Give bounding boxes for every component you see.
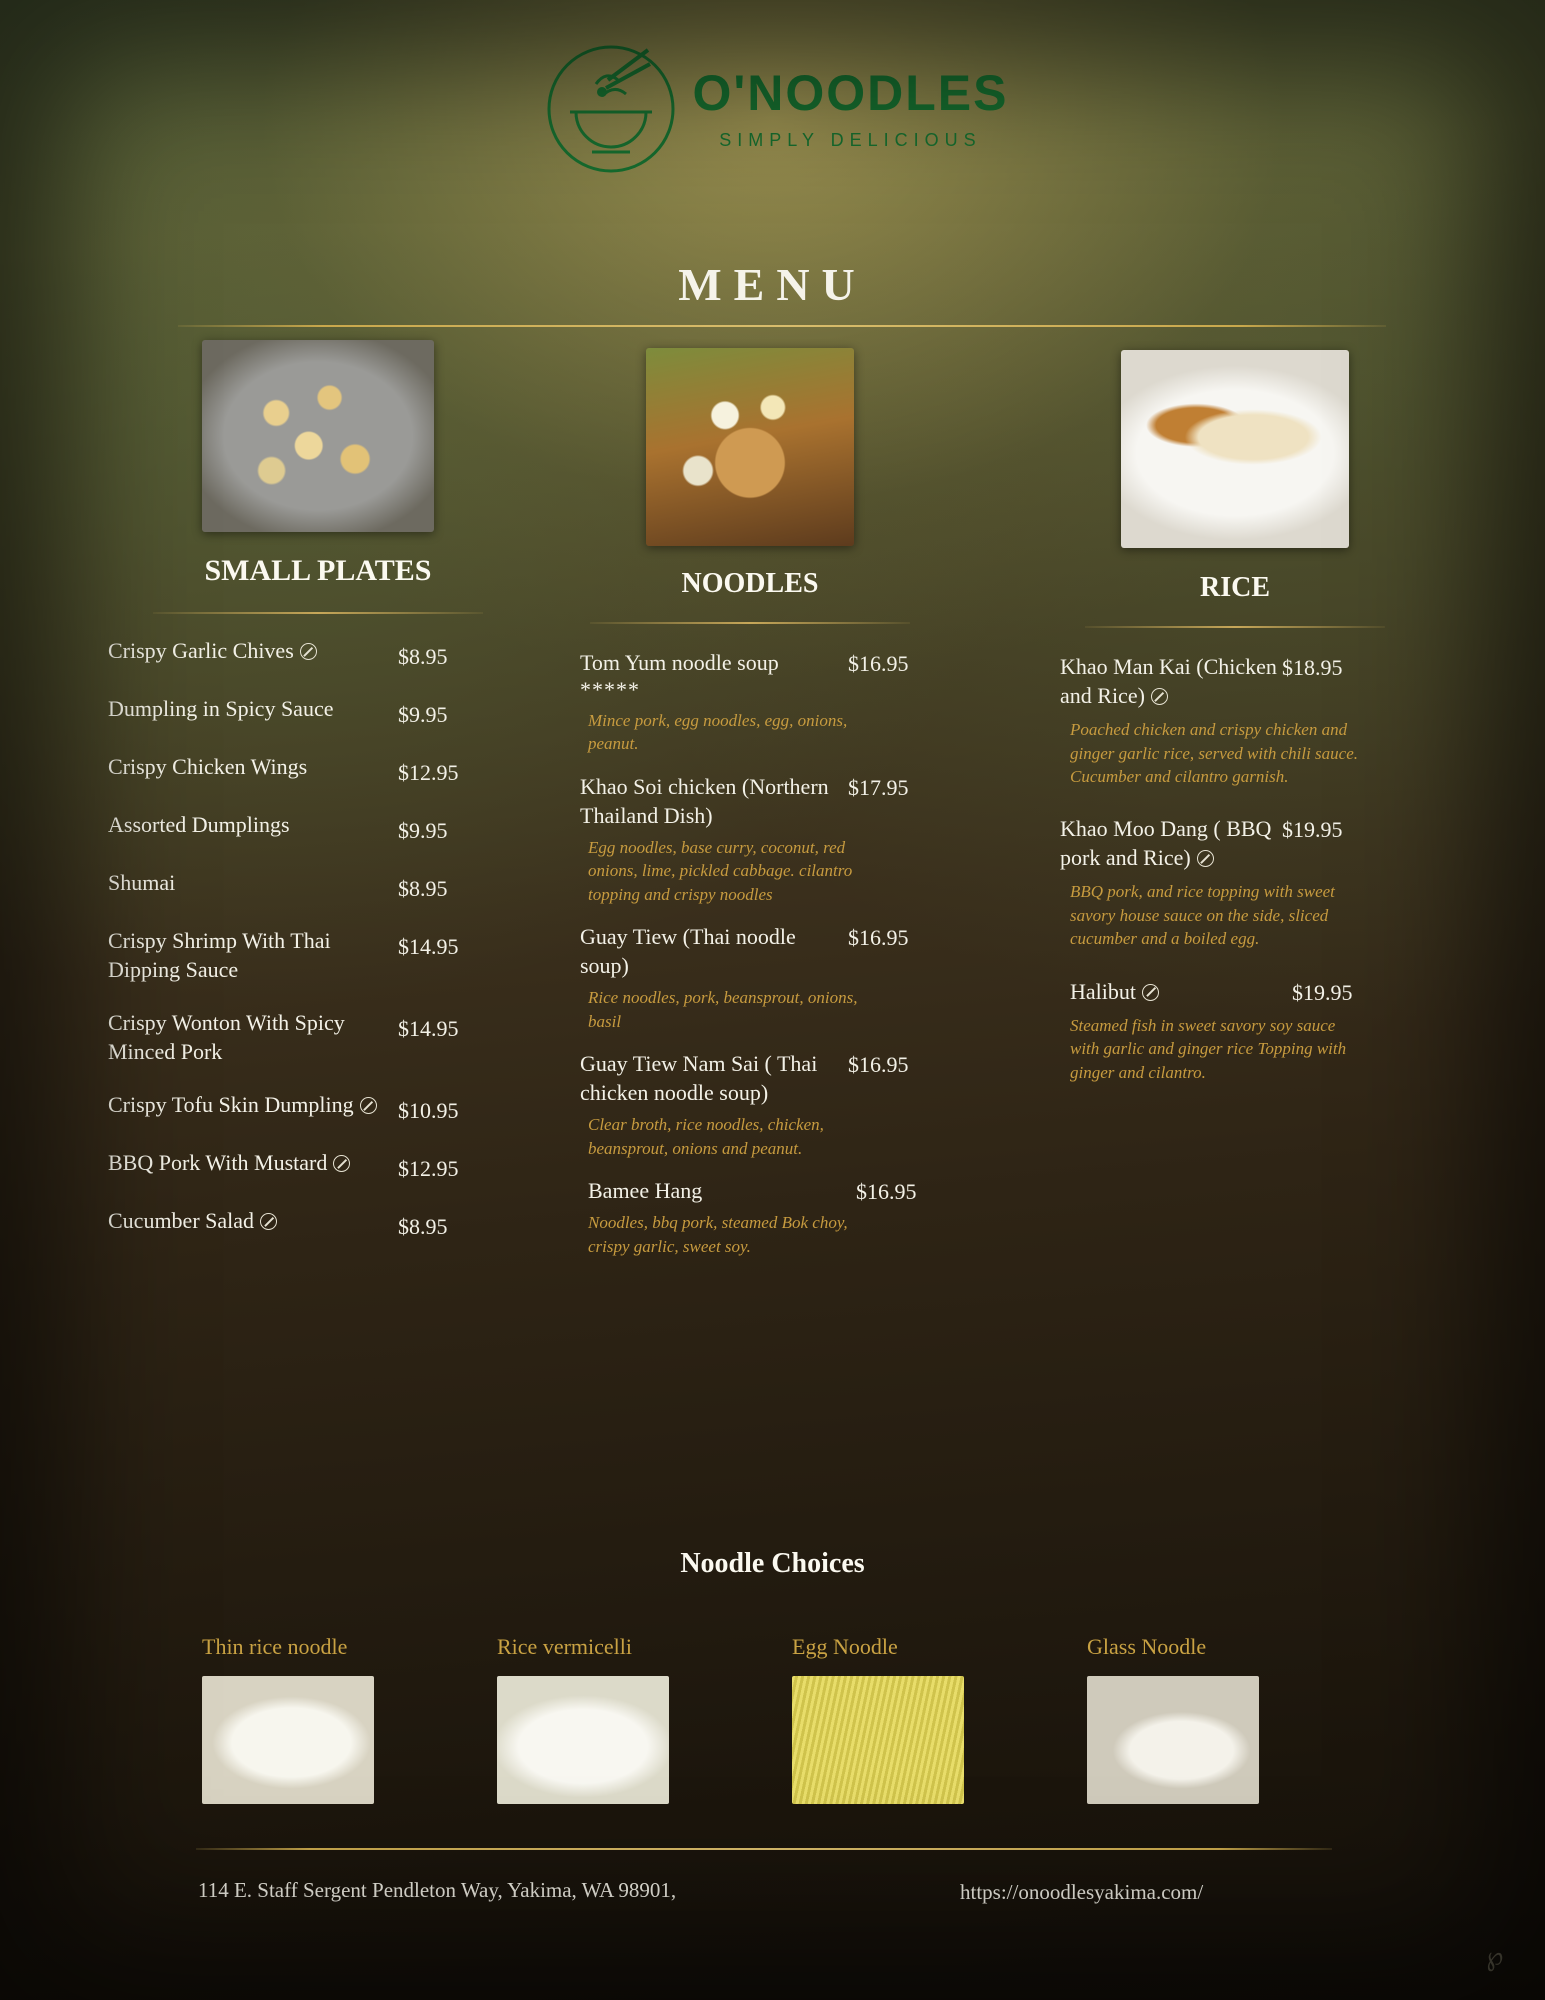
item-price: $9.95: [398, 818, 448, 843]
item-price: $17.95: [848, 774, 909, 800]
item-description: Clear broth, rice noodles, chicken, beansprout, onions and peanut.: [588, 1115, 824, 1158]
item-description: Egg noodles, base curry, coconut, red onions, lime, pickled cabbage. cilantro topping and crispy noodles: [588, 838, 853, 904]
item-description: Steamed fish in sweet savory soy sauce with garlic and ginger rice Topping with ginger and cilantro.: [1070, 1015, 1347, 1082]
item-price: $12.95: [398, 760, 459, 785]
list-item: [180, 1634, 475, 1804]
list-item: [1060, 652, 1410, 788]
list-item: [108, 868, 528, 902]
item-description: Noodles, bbq pork, steamed Bok choy, crispy garlic, sweet soy.: [588, 1213, 848, 1256]
choice-label: Egg Noodle: [792, 1634, 898, 1659]
rice-photo: [1121, 350, 1349, 548]
item-price: $9.95: [398, 702, 448, 727]
item-description: Mince pork, egg noodles, egg, onions, peanut.: [588, 711, 848, 754]
item-name: Guay Tiew Nam Sai ( Thai chicken noodle soup): [580, 1051, 818, 1106]
vegetarian-icon: [260, 1213, 277, 1230]
item-name: Khao Man Kai (Chicken and Rice): [1060, 654, 1277, 709]
list-item: [580, 922, 920, 1033]
item-name: Crispy Tofu Skin Dumpling: [108, 1092, 354, 1118]
item-price: $10.95: [398, 1098, 459, 1124]
page-title: MENU: [678, 259, 867, 310]
header-divider: [178, 325, 1386, 327]
list-item: [475, 1634, 770, 1804]
list-item: [580, 648, 920, 756]
list-item: [770, 1634, 1065, 1804]
vegetarian-icon: [1197, 850, 1214, 867]
brand-tagline: SIMPLY DELICIOUS: [719, 129, 982, 150]
list-item: [108, 636, 528, 670]
item-name: Cucumber Salad: [108, 1208, 255, 1234]
rice-divider: [1085, 626, 1385, 628]
brand-header: [0, 34, 1545, 184]
menu-columns: [0, 340, 1545, 1520]
list-item: [1065, 1634, 1360, 1804]
list-item: [108, 752, 528, 786]
list-item: [108, 694, 528, 728]
item-name: Guay Tiew (Thai noodle soup): [580, 924, 796, 979]
list-item: [108, 926, 528, 984]
list-item: [1060, 814, 1410, 950]
list-item: [580, 772, 920, 906]
list-item: [108, 1148, 528, 1182]
item-name: Crispy Garlic Chives: [108, 638, 294, 663]
egg-noodle-photo: [792, 1676, 964, 1804]
item-price: $19.95: [1292, 979, 1353, 1005]
section-noodles: [580, 340, 920, 1274]
spice-rating: *****: [580, 677, 640, 703]
noodles-title: NOODLES: [681, 568, 819, 599]
item-name: Halibut: [1070, 978, 1136, 1004]
small-plates-photo: [202, 340, 434, 532]
rice-list: [1060, 652, 1410, 1084]
item-name: Crispy Wonton With Spicy Minced Pork: [108, 1010, 345, 1065]
item-name: Assorted Dumplings: [108, 812, 290, 837]
vegetarian-icon: [1151, 688, 1168, 705]
list-item: [108, 1090, 528, 1124]
item-price: $16.95: [856, 1179, 917, 1205]
item-price: $14.95: [398, 934, 459, 959]
item-description: BBQ pork, and rice topping with sweet savory house sauce on the side, sliced cucumber and a boiled egg.: [1070, 882, 1335, 949]
noodle-choices-title: Noodle Choices: [680, 1548, 865, 1579]
item-price: $16.95: [848, 651, 909, 676]
item-name: Shumai: [108, 870, 176, 895]
choice-label: Rice vermicelli: [497, 1634, 632, 1659]
vegetarian-icon: [300, 643, 317, 660]
item-price: $8.95: [398, 1214, 448, 1240]
item-name: Khao Moo Dang ( BBQ pork and Rice): [1060, 816, 1272, 871]
item-description: Poached chicken and crispy chicken and ginger garlic rice, served with chili sauce. Cucumber and cilantro garnish.: [1070, 720, 1358, 786]
list-item: [580, 1049, 920, 1160]
signature-mark: ℘: [1482, 1940, 1505, 1973]
noodle-choices-row: [180, 1634, 1360, 1804]
vegetarian-icon: [360, 1097, 377, 1114]
address: 114 E. Staff Sergent Pendleton Way, Yakima, WA 98901,: [198, 1878, 677, 1902]
small-plates-divider: [153, 612, 483, 614]
thin-rice-noodle-photo: [202, 1676, 374, 1804]
noodles-list: [580, 648, 920, 1258]
choice-label: Glass Noodle: [1087, 1634, 1207, 1659]
item-price: $19.95: [1282, 817, 1343, 843]
item-name: Tom Yum noodle soup: [580, 650, 779, 675]
small-plates-list: [108, 636, 528, 1240]
website-link[interactable]: https://onoodlesyakima.com/: [960, 1880, 1204, 1904]
choice-label: Thin rice noodle: [202, 1634, 348, 1659]
item-name: BBQ Pork With Mustard: [108, 1150, 328, 1176]
noodle-bowl-logo-icon: [536, 34, 686, 184]
list-item: [108, 810, 528, 844]
list-item: [580, 1176, 920, 1258]
item-price: $8.95: [398, 644, 448, 669]
item-name: Dumpling in Spicy Sauce: [108, 696, 334, 721]
section-small-plates: [108, 340, 528, 1264]
list-item: [1060, 977, 1410, 1084]
item-price: $8.95: [398, 876, 448, 901]
list-item: [108, 1008, 528, 1066]
item-name: Bamee Hang: [588, 1178, 703, 1204]
item-name: Crispy Shrimp With Thai Dipping Sauce: [108, 928, 331, 983]
item-price: $18.95: [1282, 655, 1343, 680]
list-item: [108, 1206, 528, 1240]
footer-divider: [196, 1848, 1332, 1850]
vegetarian-icon: [333, 1155, 350, 1172]
noodles-photo: [646, 348, 854, 546]
item-price: $16.95: [848, 1052, 909, 1078]
item-name: Khao Soi chicken (Northern Thailand Dish): [580, 773, 829, 828]
item-description: Rice noodles, pork, beansprout, onions, basil: [588, 988, 858, 1031]
glass-noodle-photo: [1087, 1676, 1259, 1804]
small-plates-title: SMALL PLATES: [204, 554, 432, 587]
noodles-divider: [590, 622, 910, 624]
brand-name: O'NOODLES: [692, 64, 1009, 121]
section-rice: [1060, 340, 1410, 1110]
vegetarian-icon: [1142, 984, 1159, 1001]
rice-vermicelli-photo: [497, 1676, 669, 1804]
rice-title: RICE: [1199, 572, 1270, 603]
item-price: $12.95: [398, 1156, 459, 1182]
item-price: $16.95: [848, 925, 909, 951]
item-price: $14.95: [398, 1016, 459, 1042]
item-name: Crispy Chicken Wings: [108, 754, 308, 779]
